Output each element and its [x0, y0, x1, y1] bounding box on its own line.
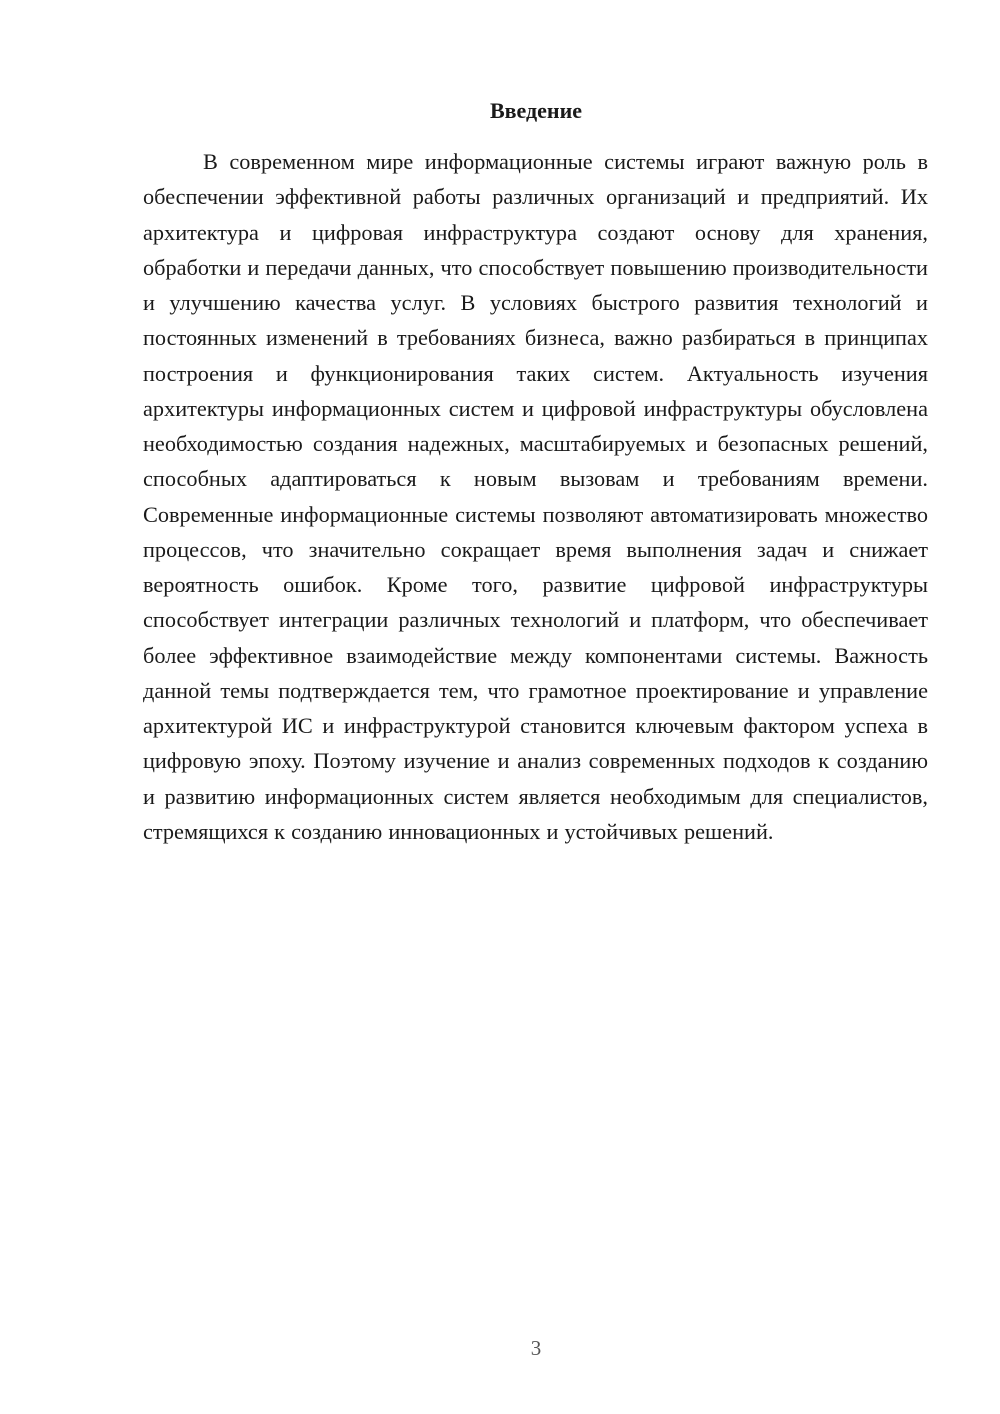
body-paragraph: В современном мире информационные системы играют важную роль в обеспечении эффективной работы различных организаций и предприятий. Их архитектура и цифровая инфраструктура создают основу для хранения, обработки и передачи данных, что способствует повышению производительности и улучшению качества услуг. В условиях быстрого развития технологий и постоянных изменений в требованиях бизнеса, важно разбираться в принципах построения и функционирования таких систем. Актуальность изучения архитектуры информационных систем и цифровой инфраструктуры обусловлена необходимостью создания надежных, масштабируемых и безопасных решений, способных адаптироваться к новым вызовам и требованиям времени. Современные информационные системы позволяют автоматизировать множество процессов, что значительно сокращает время выполнения задач и снижает вероятность ошибок. Кроме того, развитие цифровой инфраструктуры способствует интеграции различных технологий и платформ, что обеспечивает более эффективное взаимодействие между компонентами системы. Важность данной темы подтверждается тем, что грамотное проектирование и управление архитектурой ИС и инфраструктурой становится ключевым фактором успеха в цифровую эпоху. Поэтому изучение и анализ современных подходов к созданию и развитию информационных систем является необходимым для специалистов, стремящихся к созданию инновационных и устойчивых решений.: [143, 149, 928, 844]
section-heading: Введение: [489, 98, 583, 123]
page-number: 3: [530, 1336, 542, 1360]
